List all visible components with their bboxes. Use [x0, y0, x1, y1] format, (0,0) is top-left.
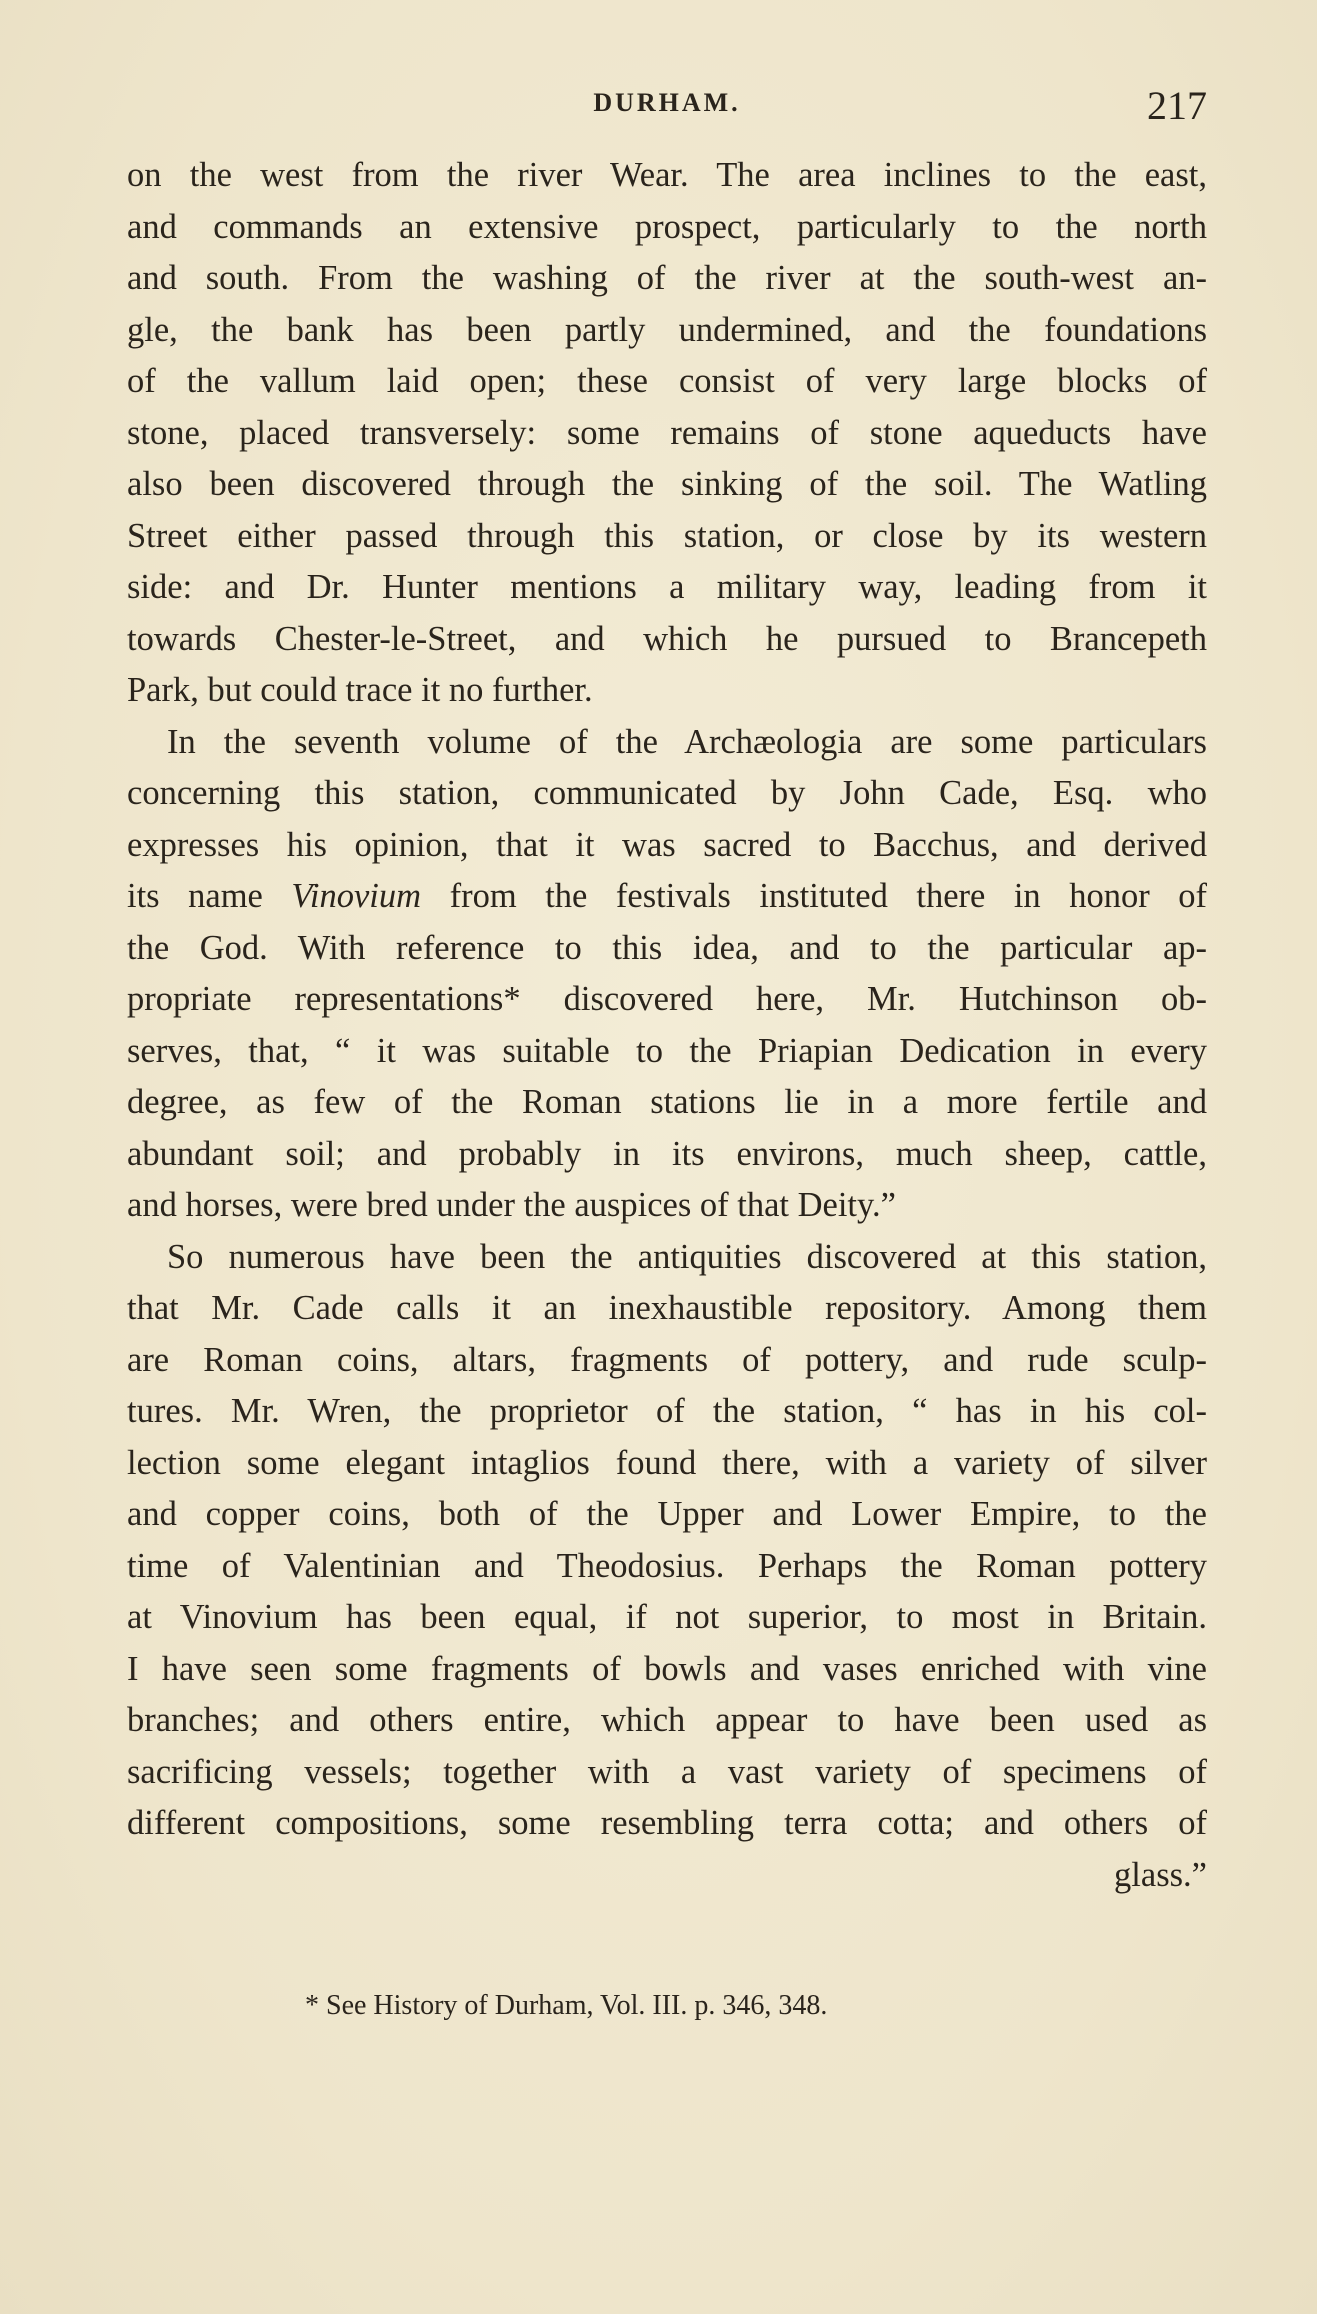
text-line: its name Vinovium from the festivals instituted there in honor of: [127, 877, 1207, 915]
text-line: Park, but could trace it no further.: [127, 671, 593, 709]
text-line: Street either passed through this station, or close by its western: [127, 516, 1207, 555]
text-line: sacrificing vessels; together with a vast variety of specimens of: [127, 1752, 1207, 1791]
text-line: degree, as few of the Roman stations lie in a more fertile and: [127, 1083, 1207, 1121]
text-line: abundant soil; and probably in its environs, much sheep, cattle,: [127, 1134, 1207, 1173]
text-line: different compositions, some resembling terra cotta; and others of: [127, 1804, 1207, 1842]
text-line: the God. With reference to this idea, and to the particular ap-: [127, 928, 1207, 967]
text-line: branches; and others entire, which appear to have been used as: [127, 1701, 1207, 1739]
text-line: lection some elegant intaglios found there, with a variety of silver: [127, 1443, 1207, 1482]
text-line: tures. Mr. Wren, the proprietor of the station, “ has in his col-: [127, 1392, 1207, 1430]
running-head: [127, 82, 1207, 128]
text-line: side: and Dr. Hunter mentions a military way, leading from it: [127, 568, 1207, 606]
text-line: of the vallum laid open; these consist of very large blocks of: [127, 362, 1207, 400]
text-line: on the west from the river Wear. The area inclines to the east,: [127, 156, 1207, 194]
text-line: at Vinovium has been equal, if not superior, to most in Britain.: [127, 1598, 1207, 1636]
text-line: expresses his opinion, that it was sacred to Bacchus, and derived: [127, 825, 1207, 864]
text-line: and copper coins, both of the Upper and Lower Empire, to the: [127, 1495, 1207, 1533]
text-line: also been discovered through the sinking of the soil. The Watling: [127, 465, 1207, 503]
text-line: towards Chester-le-Street, and which he pursued to Brancepeth: [127, 619, 1207, 658]
text-line: and commands an extensive prospect, particularly to the north: [127, 207, 1207, 246]
text-line: that Mr. Cade calls it an inexhaustible repository. Among them: [127, 1289, 1207, 1327]
text-line: and horses, were bred under the auspices of that Deity.”: [127, 1186, 896, 1224]
page-number: 217: [1147, 83, 1207, 128]
footnote: * See History of Durham, Vol. III. p. 346, 348.: [305, 1990, 828, 2021]
text-line: gle, the bank has been partly undermined, and the foundations: [127, 310, 1207, 349]
text-line: So numerous have been the antiquities discovered at this station,: [167, 1237, 1207, 1276]
text-line: and south. From the washing of the river at the south-west an-: [127, 259, 1207, 297]
text-line: serves, that, “ it was suitable to the Priapian Dedication in every: [127, 1031, 1207, 1070]
text-line: stone, placed transversely: some remains of stone aqueducts have: [127, 413, 1207, 452]
text-line: In the seventh volume of the Archæologia are some particulars: [167, 722, 1207, 761]
text-line: propriate representations* discovered here, Mr. Hutchinson ob-: [127, 980, 1207, 1018]
body-text: [127, 150, 1207, 1901]
running-title: DURHAM.: [593, 88, 741, 117]
text-line: I have seen some fragments of bowls and vases enriched with vine: [127, 1649, 1207, 1688]
italic-word: Vinovium: [291, 877, 422, 915]
text-line: are Roman coins, altars, fragments of pottery, and rude sculp-: [127, 1340, 1207, 1379]
text-line: time of Valentinian and Theodosius. Perhaps the Roman pottery: [127, 1546, 1207, 1585]
text-line: concerning this station, communicated by John Cade, Esq. who: [127, 774, 1207, 812]
text-line: glass.”: [1114, 1855, 1207, 1894]
